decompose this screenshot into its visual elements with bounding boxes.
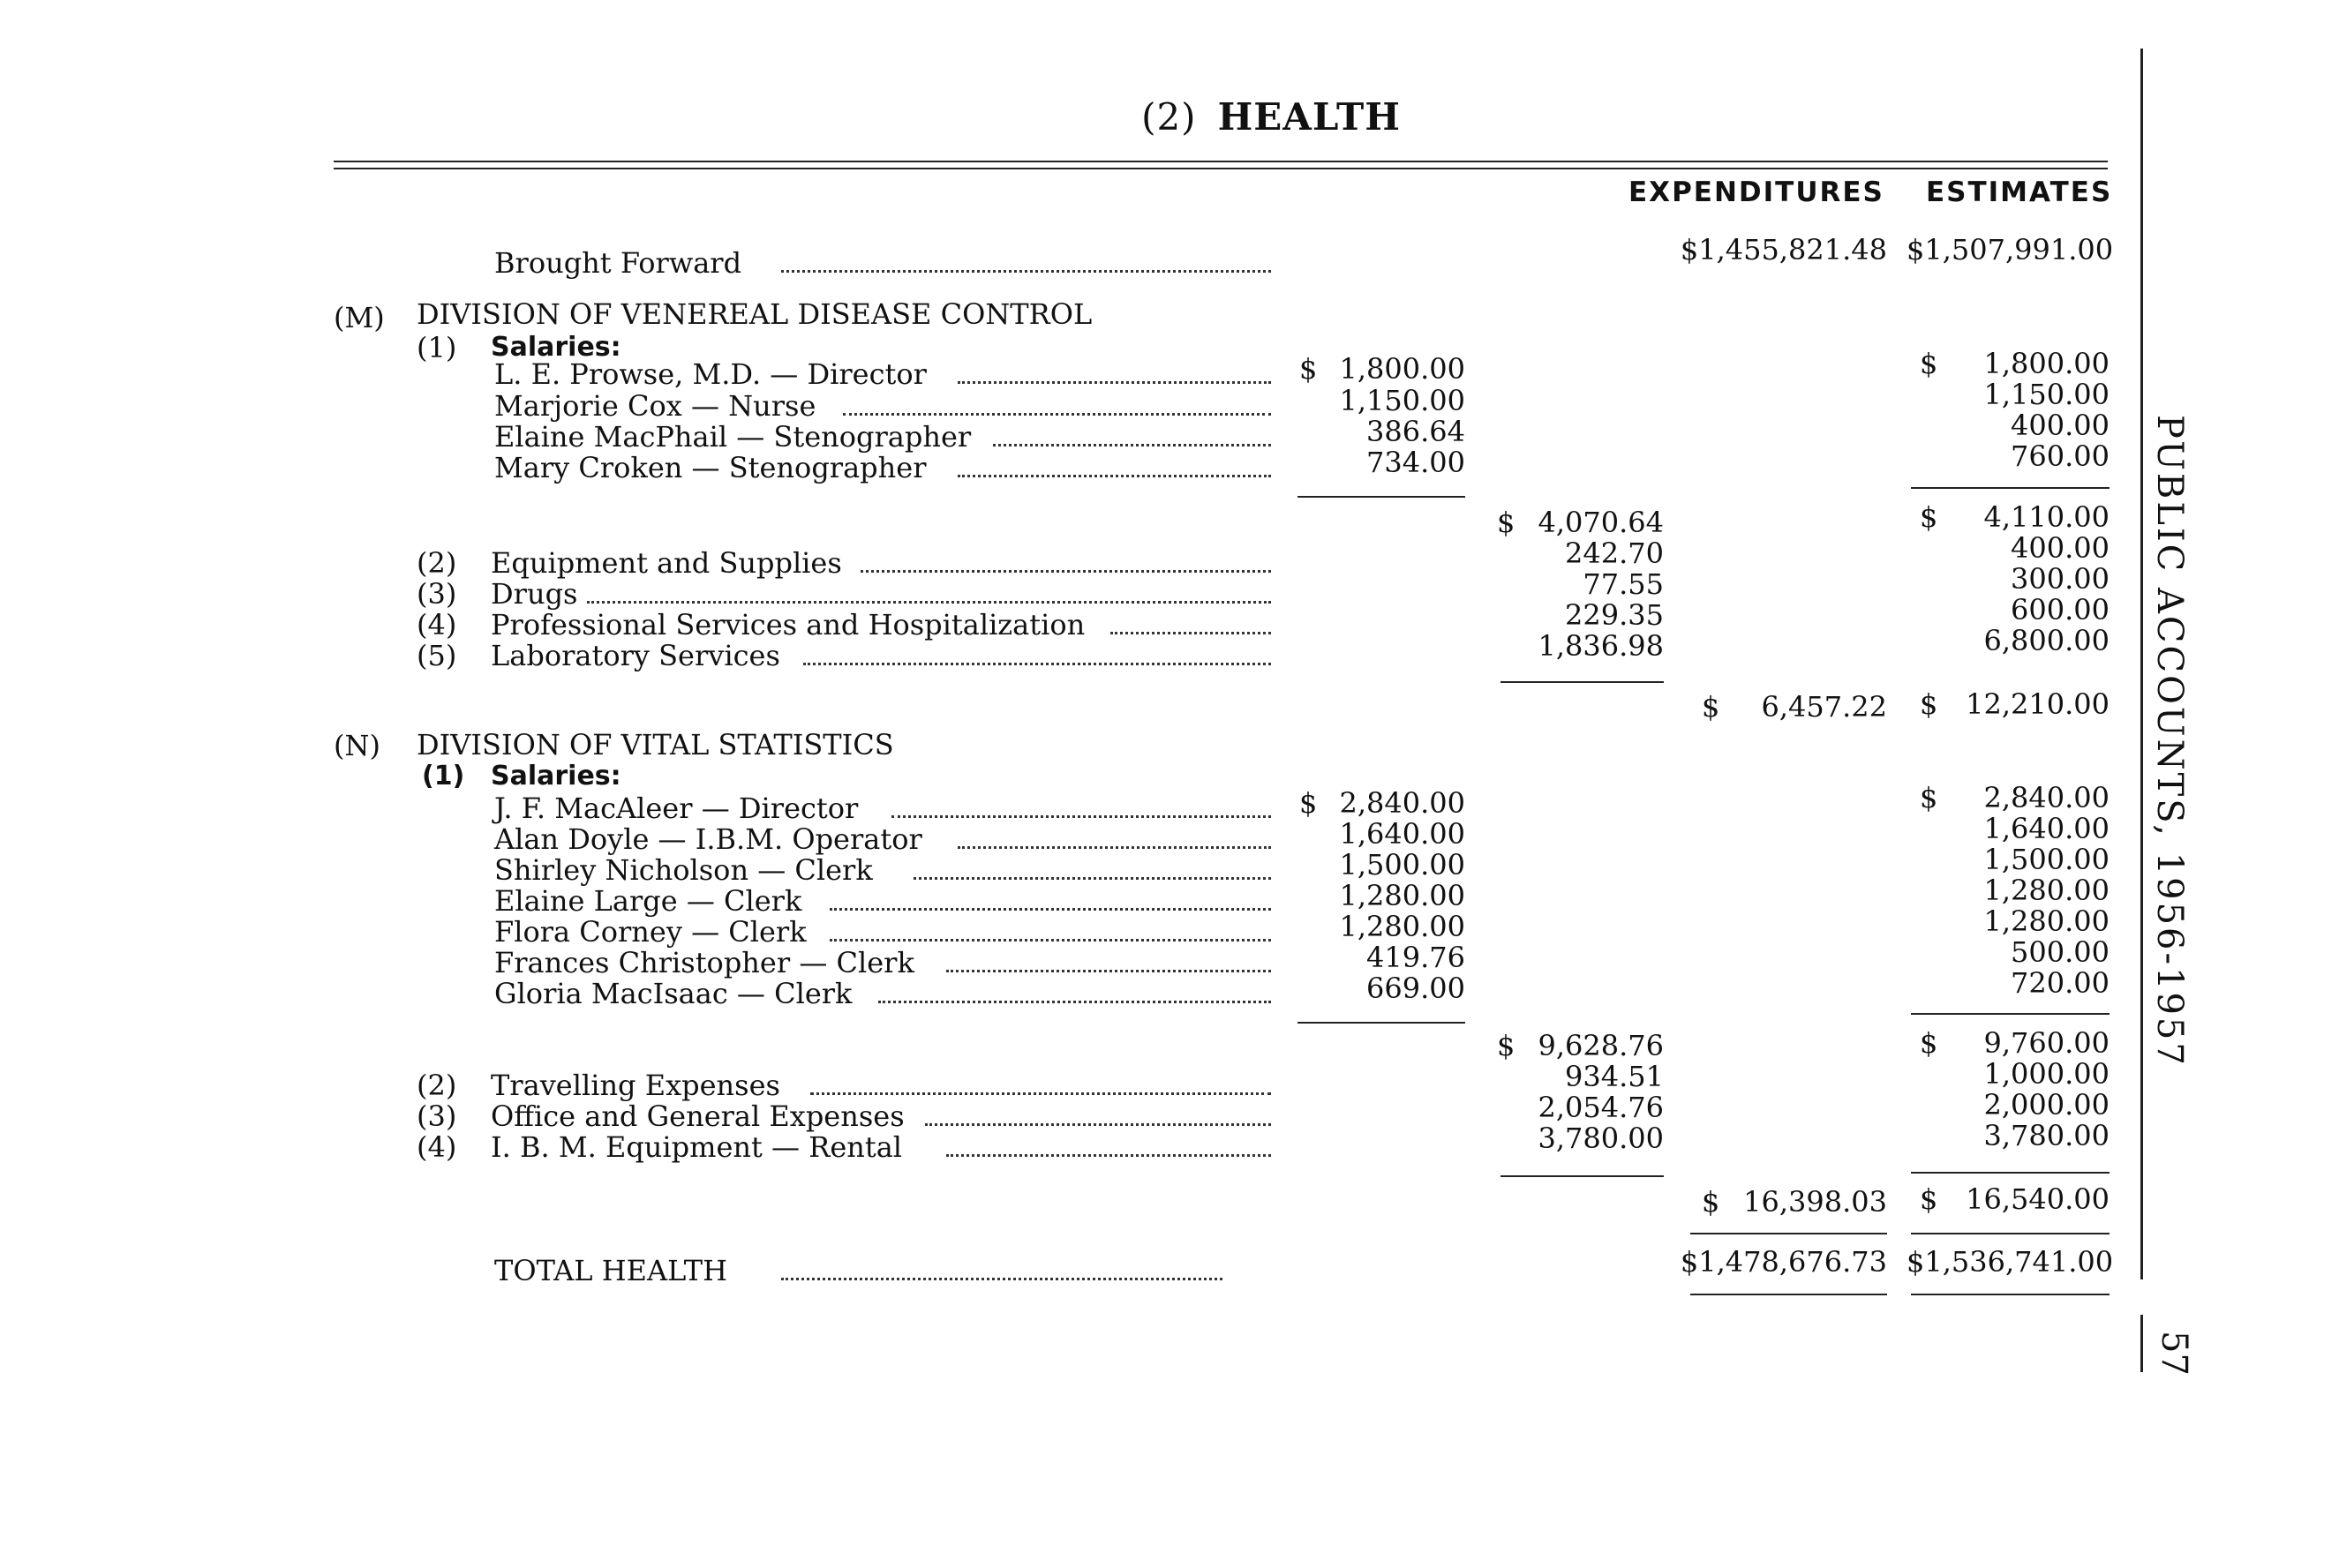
total-rule xyxy=(1690,1294,1887,1295)
salary-expenditure: 1,800.00 xyxy=(1339,352,1465,386)
brought-forward-label: Brought Forward xyxy=(494,246,742,280)
item-estimate: 3,780.00 xyxy=(1983,1119,2110,1152)
salary-estimate: 1,800.00 xyxy=(1983,347,2110,380)
division-m-title: DIVISION OF VENEREAL DISEASE CONTROL xyxy=(417,297,1093,331)
salary-name: Marjorie Cox — Nurse xyxy=(494,389,816,423)
salary-estimate: 2,840.00 xyxy=(1983,781,2110,814)
division-m-salaries-label: Salaries: xyxy=(491,332,621,363)
salaries-subtotal-estimate: 9,760.00 xyxy=(1983,1026,2110,1060)
leader-dots xyxy=(843,413,1271,416)
division-n-salaries-code: (1) xyxy=(422,761,465,792)
item-code: (3) xyxy=(417,577,457,611)
salary-estimate: 1,150.00 xyxy=(1983,378,2110,411)
item-label: Laboratory Services xyxy=(491,639,780,672)
item-expenditure: 2,054.76 xyxy=(1538,1091,1664,1124)
subtotal-rule xyxy=(1911,1172,2110,1174)
salary-estimate: 1,500.00 xyxy=(1983,843,2110,876)
salaries-subtotal-expenditure: 4,070.64 xyxy=(1538,506,1664,539)
currency-symbol: $ xyxy=(1920,781,1938,814)
section-title: HEALTH xyxy=(1217,95,1401,139)
division-n-code: (N) xyxy=(334,729,380,762)
salary-expenditure: 2,840.00 xyxy=(1339,786,1465,820)
subtotal-rule xyxy=(1297,496,1465,498)
salary-expenditure: 1,280.00 xyxy=(1339,910,1465,943)
total-health-expenditures: $1,478,676.73 xyxy=(1680,1245,1887,1279)
item-expenditure: 934.51 xyxy=(1565,1060,1664,1093)
brought-forward-estimates: $1,507,991.00 xyxy=(1907,233,2114,266)
item-label: Office and General Expenses xyxy=(491,1099,905,1133)
salary-estimate: 720.00 xyxy=(2011,966,2110,1000)
margin-rule xyxy=(2140,49,2143,1279)
salary-expenditure: 419.76 xyxy=(1366,941,1465,974)
leader-dots xyxy=(1110,632,1271,634)
salary-expenditure: 1,500.00 xyxy=(1339,848,1465,882)
salary-name: Shirley Nicholson — Clerk xyxy=(494,853,873,887)
salary-estimate: 760.00 xyxy=(2011,439,2110,473)
leader-dots xyxy=(958,846,1271,849)
item-code: (4) xyxy=(417,1130,457,1164)
item-estimate: 1,000.00 xyxy=(1983,1057,2110,1091)
item-code: (2) xyxy=(417,1069,457,1102)
salary-estimate: 400.00 xyxy=(2011,409,2110,442)
item-expenditure: 77.55 xyxy=(1583,567,1664,601)
division-n-salaries-label: Salaries: xyxy=(491,761,621,792)
salary-expenditure: 1,640.00 xyxy=(1339,817,1465,851)
currency-symbol: $ xyxy=(1497,1029,1515,1062)
item-expenditure: 242.70 xyxy=(1565,536,1664,570)
leader-dots xyxy=(830,939,1271,942)
salary-name: Mary Croken — Stenographer xyxy=(494,451,927,484)
salary-estimate: 500.00 xyxy=(2011,935,2110,969)
leader-dots xyxy=(925,1123,1271,1126)
currency-symbol: $ xyxy=(1920,347,1938,380)
margin-rule xyxy=(2140,1315,2143,1372)
currency-symbol: $ xyxy=(1497,506,1515,539)
division-m-salaries-code: (1) xyxy=(417,331,457,364)
total-rule xyxy=(1911,1233,2110,1234)
leader-dots xyxy=(878,1001,1271,1003)
salary-expenditure: 734.00 xyxy=(1366,446,1465,479)
salary-estimate: 1,640.00 xyxy=(1983,812,2110,845)
item-label: Professional Services and Hospitalization xyxy=(491,608,1086,641)
item-estimate: 400.00 xyxy=(2011,531,2110,565)
division-n-title: DIVISION OF VITAL STATISTICS xyxy=(417,728,894,761)
item-code: (2) xyxy=(417,546,457,580)
currency-symbol: $ xyxy=(1920,687,1938,721)
item-estimate: 600.00 xyxy=(2011,593,2110,626)
column-header-estimates: ESTIMATES xyxy=(1926,176,2113,208)
salary-name: Gloria MacIsaac — Clerk xyxy=(494,977,853,1010)
column-header-expenditures: EXPENDITURES xyxy=(1628,176,1884,208)
item-estimate: 6,800.00 xyxy=(1983,624,2110,657)
leader-dots xyxy=(993,444,1271,446)
salary-name: L. E. Prowse, M.D. — Director xyxy=(494,357,927,391)
subtotal-rule xyxy=(1911,1013,2110,1015)
leader-dots xyxy=(861,570,1271,573)
page-title xyxy=(1042,95,1500,139)
leader-dots xyxy=(946,970,1271,972)
division-n-total-estimate: 16,540.00 xyxy=(1966,1182,2110,1216)
item-estimate: 2,000.00 xyxy=(1983,1088,2110,1122)
currency-symbol: $ xyxy=(1299,352,1318,386)
salaries-subtotal-expenditure: 9,628.76 xyxy=(1538,1029,1664,1062)
item-code: (4) xyxy=(417,608,457,641)
leader-dots xyxy=(914,877,1271,880)
leader-dots xyxy=(781,1278,1222,1280)
leader-dots xyxy=(803,663,1271,665)
salary-expenditure: 1,150.00 xyxy=(1339,384,1465,417)
subtotal-rule xyxy=(1500,681,1664,683)
salary-estimate: 1,280.00 xyxy=(1983,904,2110,938)
brought-forward-expenditures: $1,455,821.48 xyxy=(1680,233,1887,266)
leader-dots xyxy=(891,815,1271,818)
salary-name: Elaine Large — Clerk xyxy=(494,884,802,918)
leader-dots xyxy=(946,1154,1271,1157)
item-code: (3) xyxy=(417,1099,457,1133)
division-m-code: (M) xyxy=(334,301,385,334)
division-m-total-estimate: 12,210.00 xyxy=(1966,687,2110,721)
currency-symbol: $ xyxy=(1702,690,1720,724)
publication-title: PUBLIC ACCOUNTS, 1956-1957 xyxy=(2149,415,2190,1068)
currency-symbol: $ xyxy=(1299,786,1318,820)
item-label: Drugs xyxy=(491,577,578,611)
leader-dots xyxy=(781,270,1271,273)
item-expenditure: 1,836.98 xyxy=(1538,629,1664,663)
header-rule-bottom xyxy=(334,168,2108,169)
currency-symbol: $ xyxy=(1920,1026,1938,1060)
salary-name: Flora Corney — Clerk xyxy=(494,915,807,949)
total-health-label: TOTAL HEALTH xyxy=(494,1254,727,1287)
salary-expenditure: 386.64 xyxy=(1366,415,1465,448)
item-label: Travelling Expenses xyxy=(491,1069,780,1102)
currency-symbol: $ xyxy=(1920,1182,1938,1216)
salaries-subtotal-estimate: 4,110.00 xyxy=(1983,500,2110,534)
salary-expenditure: 669.00 xyxy=(1366,972,1465,1005)
item-estimate: 300.00 xyxy=(2011,562,2110,596)
item-expenditure: 3,780.00 xyxy=(1538,1122,1664,1155)
total-rule xyxy=(1911,1294,2110,1295)
salary-name: Frances Christopher — Clerk xyxy=(494,946,914,979)
item-code: (5) xyxy=(417,639,457,672)
subtotal-rule xyxy=(1297,1022,1465,1024)
item-label: Equipment and Supplies xyxy=(491,546,842,580)
leader-dots xyxy=(810,1092,1271,1095)
page-number: 57 xyxy=(2154,1331,2194,1376)
leader-dots xyxy=(587,601,1271,604)
division-n-total-expenditure: 16,398.03 xyxy=(1743,1185,1887,1219)
item-label: I. B. M. Equipment — Rental xyxy=(491,1130,903,1164)
salary-estimate: 1,280.00 xyxy=(1983,874,2110,907)
leader-dots xyxy=(958,475,1271,477)
salary-name: J. F. MacAleer — Director xyxy=(494,792,859,825)
division-m-total-expenditure: 6,457.22 xyxy=(1761,690,1887,724)
subtotal-rule xyxy=(1911,487,2110,489)
item-expenditure: 229.35 xyxy=(1565,598,1664,632)
section-number: (2) xyxy=(1141,95,1197,139)
leader-dots xyxy=(958,381,1271,384)
leader-dots xyxy=(830,908,1271,911)
subtotal-rule xyxy=(1500,1175,1664,1177)
currency-symbol: $ xyxy=(1920,500,1938,534)
total-health-estimates: $1,536,741.00 xyxy=(1907,1245,2114,1279)
header-rule-top xyxy=(334,161,2108,162)
salary-name: Alan Doyle — I.B.M. Operator xyxy=(494,822,922,856)
currency-symbol: $ xyxy=(1702,1185,1720,1219)
total-rule xyxy=(1690,1233,1887,1234)
salary-name: Elaine MacPhail — Stenographer xyxy=(494,420,972,454)
salary-expenditure: 1,280.00 xyxy=(1339,879,1465,912)
